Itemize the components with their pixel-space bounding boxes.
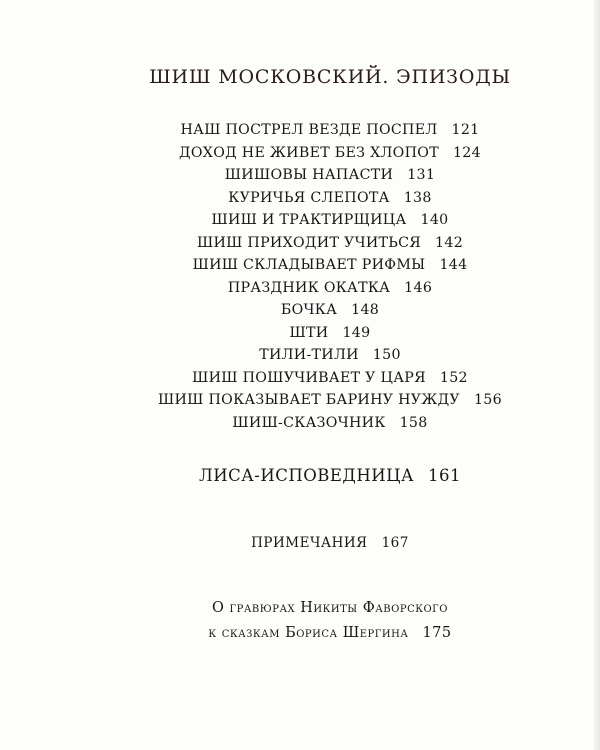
toc-entry — [60, 232, 600, 255]
entry-title: ДОХОД НЕ ЖИВЕТ БЕЗ ХЛОПОТ — [179, 144, 439, 161]
entry-page: 167 — [381, 535, 409, 551]
entry-title: ШИШ ПОШУЧИВАЕТ У ЦАРЯ — [192, 369, 426, 386]
toc-entry — [60, 389, 600, 412]
entry-page: 144 — [439, 257, 468, 273]
entry-title: ПРАЗДНИК ОКАТКА — [227, 279, 391, 296]
entry-title: ШИШ ПРИХОДИТ УЧИТЬСЯ — [196, 234, 422, 251]
entry-page: 152 — [439, 369, 468, 386]
entry-title: ШИШОВЫ НАПАСТИ — [224, 167, 394, 183]
entry-page: 150 — [372, 347, 401, 363]
entry-title: ШИШ И ТРАКТИРЩИЦА — [211, 212, 407, 228]
entry-page: 175 — [422, 625, 452, 641]
entry-page: 138 — [403, 189, 432, 206]
toc-entries — [60, 119, 600, 434]
entry-page: 124 — [452, 144, 481, 161]
entry-title: ШИШ СКЛАДЫВАЕТ РИФМЫ — [192, 257, 426, 273]
toc-entry — [60, 119, 600, 142]
entry-title-line1: О гравюрах Никиты Фаворского — [212, 600, 448, 616]
entry-title: ЛИСА-ИСПОВЕДНИЦА — [198, 466, 415, 485]
toc-entry — [60, 412, 600, 435]
toc-entry — [60, 277, 600, 300]
entry-title: НАШ ПОСТРЕЛ ВЕЗДЕ ПОСПЕЛ — [180, 122, 438, 138]
entry-page: 140 — [420, 212, 449, 228]
entry-title: ШТИ — [289, 324, 329, 341]
entry-page: 131 — [407, 167, 436, 183]
entry-page: 146 — [404, 279, 433, 296]
entry-page: 149 — [342, 324, 371, 341]
section-title: ШИШ МОСКОВСКИЙ. ЭПИЗОДЫ — [149, 66, 511, 88]
entry-page: 158 — [399, 414, 428, 431]
entry-page: 161 — [428, 466, 462, 485]
entry-title: ТИЛИ-ТИЛИ — [259, 347, 359, 363]
toc-entry — [60, 164, 600, 187]
toc-entry — [60, 142, 600, 165]
entry-page: 142 — [435, 234, 464, 251]
entry-title-line2: к сказкам Бориса Шергина — [208, 625, 409, 641]
toc-entry — [60, 367, 600, 390]
toc-entry-fox — [60, 466, 600, 485]
toc-entry-notes — [60, 535, 600, 551]
entry-title: БОЧКА — [280, 302, 338, 318]
entry-title: КУРИЧЬЯ СЛЕПОТА — [228, 189, 390, 206]
entry-title: ШИШ-СКАЗОЧНИК — [232, 414, 386, 431]
toc-entry — [60, 322, 600, 345]
entry-title: ПРИМЕЧАНИЯ — [251, 535, 368, 551]
toc-entry-engravings — [60, 596, 600, 646]
entry-page: 156 — [473, 392, 502, 408]
entry-page: 121 — [451, 122, 480, 138]
toc-entry — [60, 344, 600, 367]
entry-page: 148 — [351, 302, 380, 318]
toc-entry — [60, 187, 600, 210]
toc-entry — [60, 254, 600, 277]
toc-entry — [60, 299, 600, 322]
entry-title-line2-row — [60, 621, 600, 646]
entry-title: ШИШ ПОКАЗЫВАЕТ БАРИНУ НУЖДУ — [158, 392, 460, 408]
toc-entry — [60, 209, 600, 232]
